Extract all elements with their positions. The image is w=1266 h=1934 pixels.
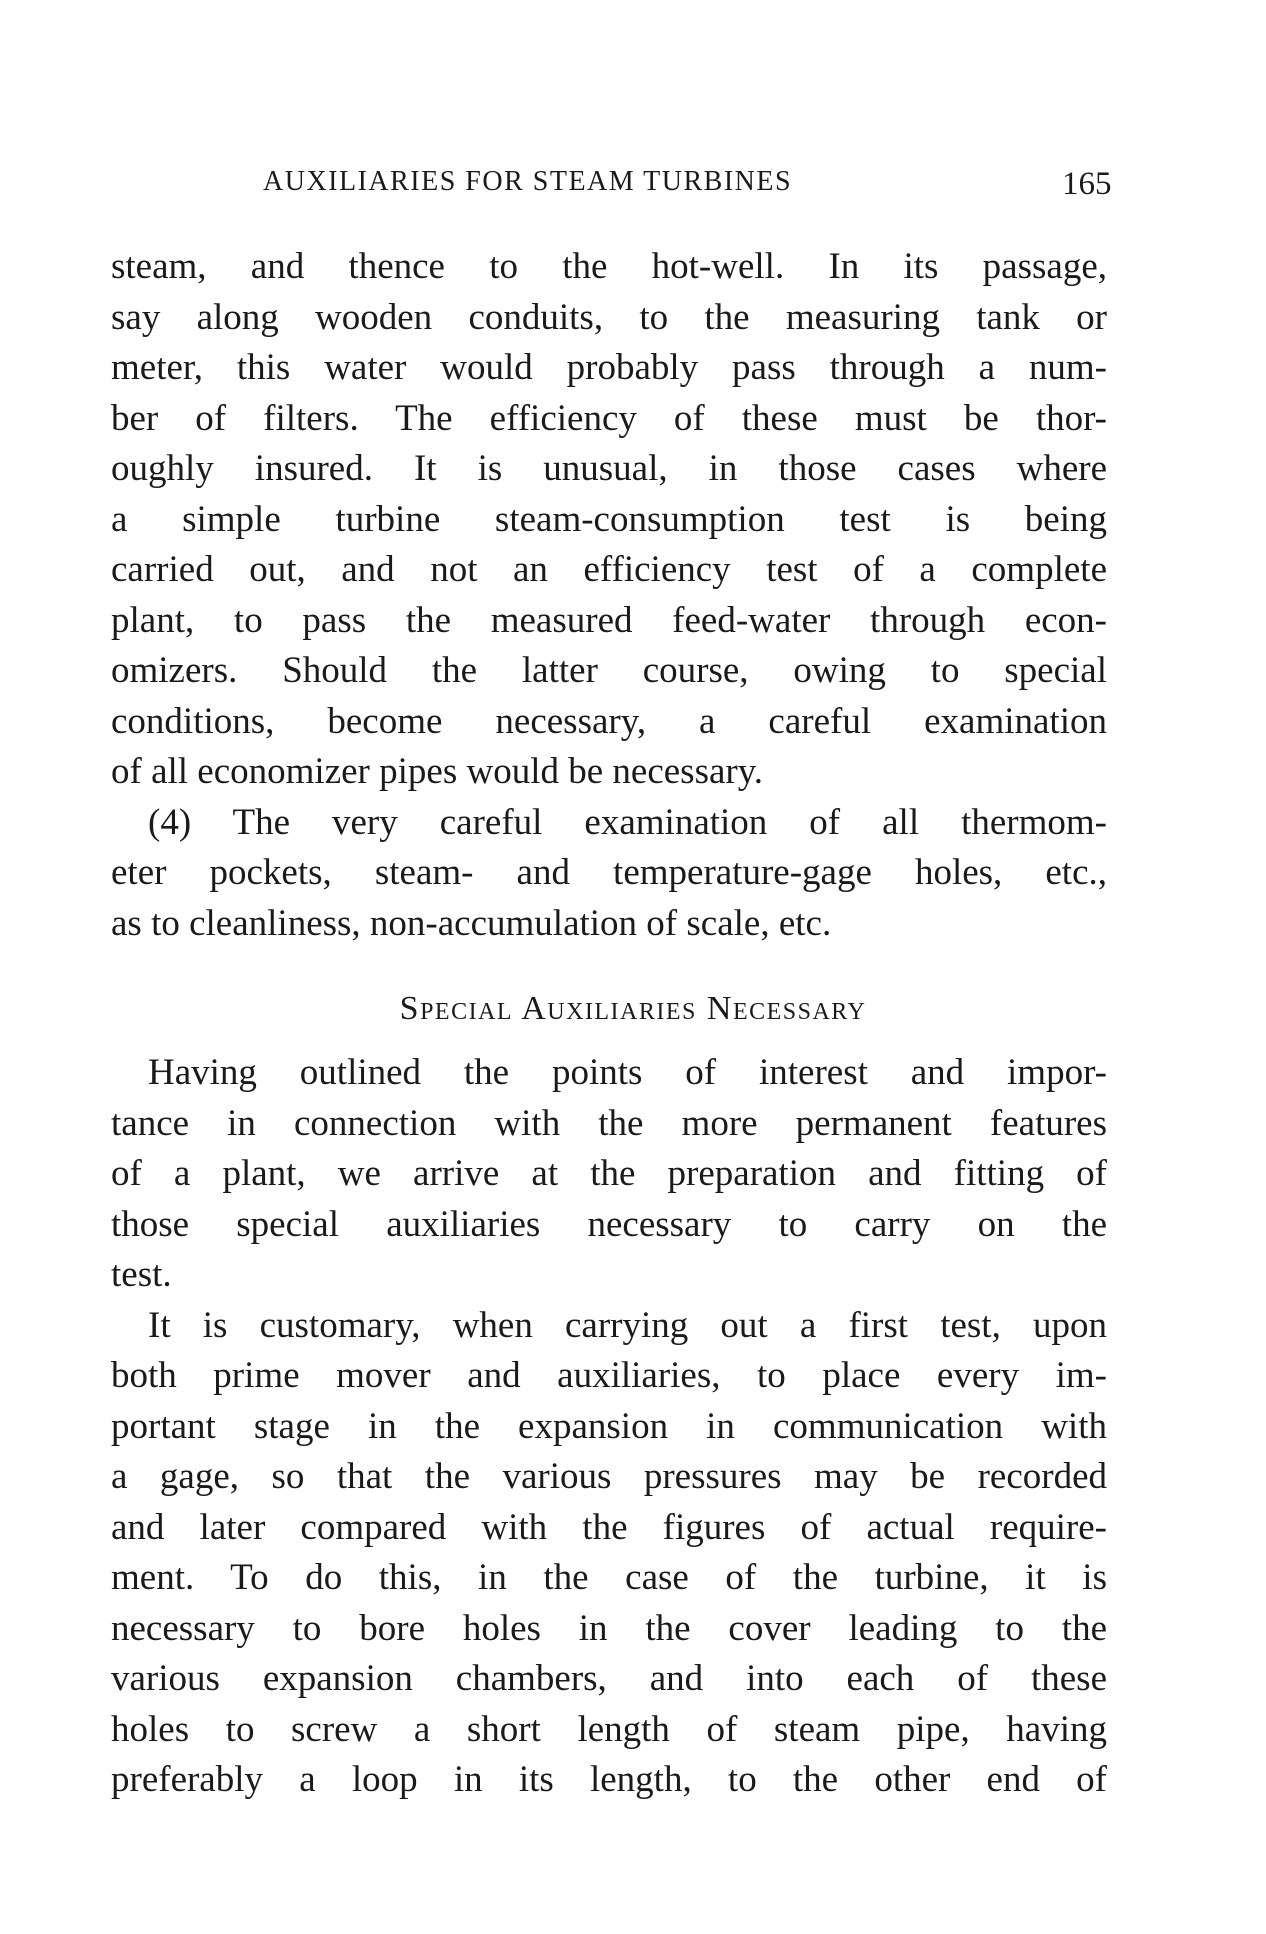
text-line: say along wooden conduits, to the measuring tank or	[111, 296, 1107, 338]
text-line: eter pockets, steam- and temperature-gage holes, etc.,	[111, 852, 1107, 893]
text-line: (4) The very careful examination of all thermom-	[148, 801, 1107, 843]
text-line: meter, this water would probably pass through a num-	[111, 347, 1107, 388]
page-number: 165	[1062, 166, 1112, 202]
text-line: holes to screw a short length of steam pipe, having	[111, 1708, 1107, 1750]
text-line: omizers. Should the latter course, owing to special	[111, 650, 1107, 691]
text-line: those special auxiliaries necessary to carry on the	[111, 1203, 1107, 1245]
text-line: a gage, so that the various pressures may be recorded	[111, 1456, 1107, 1497]
text-line: carried out, and not an efficiency test of a complete	[111, 549, 1107, 590]
text-line: and later compared with the figures of actual require-	[111, 1506, 1107, 1548]
text-line: conditions, become necessary, a careful examination	[111, 700, 1107, 742]
text-line: various expansion chambers, and into each of these	[111, 1658, 1107, 1699]
text-line: ment. To do this, in the case of the turbine, it is	[111, 1557, 1107, 1598]
text-line: as to cleanliness, non-accumulation of scale, etc.	[111, 902, 832, 944]
text-line: Having outlined the points of interest and impor-	[148, 1052, 1107, 1093]
text-line: necessary to bore holes in the cover leading to the	[111, 1607, 1107, 1649]
text-line: oughly insured. It is unusual, in those cases where	[111, 448, 1107, 489]
text-line: a simple turbine steam-consumption test is being	[111, 498, 1107, 540]
text-line: portant stage in the expansion in communication with	[111, 1405, 1107, 1447]
body-text-top	[111, 242, 1107, 949]
text-line: test.	[111, 1254, 172, 1295]
text-line: of all economizer pipes would be necessary.	[111, 751, 764, 792]
text-line: steam, and thence to the hot-well. In its passage,	[111, 246, 1107, 287]
text-line: of a plant, we arrive at the preparation and fitting of	[111, 1153, 1107, 1194]
text-line: It is customary, when carrying out a first test, upon	[148, 1304, 1107, 1346]
text-line: tance in connection with the more permanent features	[111, 1102, 1107, 1144]
text-line: both prime mover and auxiliaries, to place every im-	[111, 1355, 1107, 1396]
running-head: AUXILIARIES FOR STEAM TURBINES	[263, 166, 793, 197]
body-text-bottom	[111, 1048, 1107, 1806]
text-line: preferably a loop in its length, to the other end of	[111, 1759, 1107, 1800]
section-heading: Special Auxiliaries Necessary	[399, 990, 867, 1027]
text-line: ber of filters. The efficiency of these must be thor-	[111, 397, 1107, 439]
text-line: plant, to pass the measured feed-water through econ-	[111, 599, 1107, 641]
